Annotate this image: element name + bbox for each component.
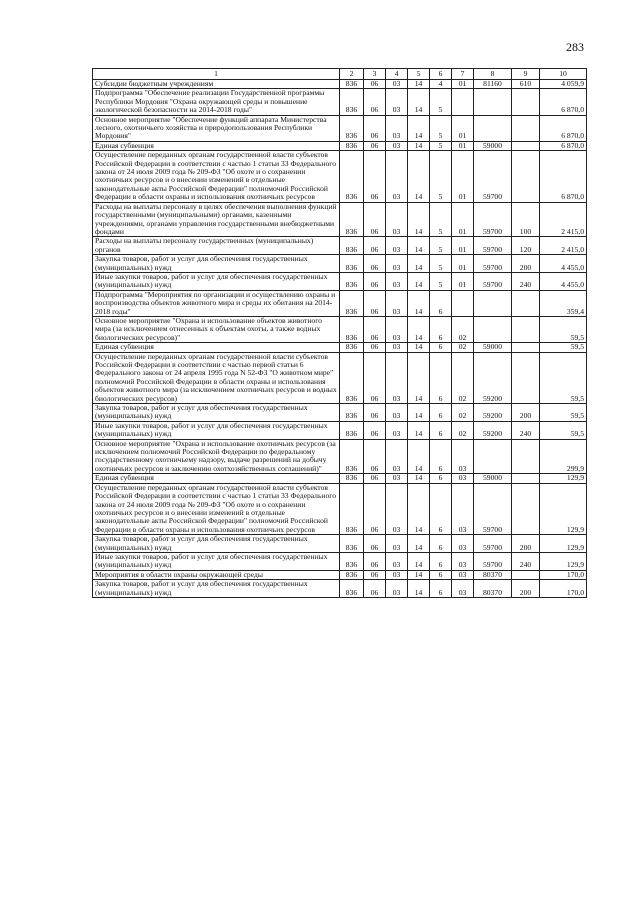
code-sub-cell: 6 (430, 316, 452, 342)
code-dir-cell: 59000 (474, 474, 512, 483)
header-cell: 8 (474, 69, 512, 80)
code-vr-cell: 200 (512, 580, 540, 598)
row-name-cell: Осуществление переданных органам государственной власти субъектов Российской Федерации в соответствии с частью первой статьи 6 Федерального закона от 24 апреля 1995 года N 52-ФЗ "О животном мире" полномочий Российской Федерации в области охраны и использования объектов животного мира (за исключением охотничьих ресурсов и водных биологических ресурсов) (93, 352, 340, 403)
code-prog-cell: 14 (408, 421, 430, 439)
code-gr-cell: 836 (340, 237, 364, 255)
code-dir-cell: 59700 (474, 237, 512, 255)
code-vr-cell (512, 483, 540, 534)
code-sub-cell: 5 (430, 255, 452, 273)
code-prog-cell: 14 (408, 474, 430, 483)
table-row (93, 237, 587, 255)
code-dir-cell: 59700 (474, 202, 512, 237)
amount-cell: 59,5 (540, 404, 587, 422)
row-name-cell: Единая субвенция (93, 343, 340, 352)
amount-cell: 359,4 (540, 290, 587, 316)
code-main-cell: 03 (452, 535, 474, 553)
code-vr-cell (512, 439, 540, 474)
code-dir-cell: 81160 (474, 80, 512, 89)
code-rz-cell: 06 (364, 552, 386, 570)
code-rz-cell: 06 (364, 115, 386, 141)
code-prog-cell: 14 (408, 343, 430, 352)
amount-cell: 129,9 (540, 483, 587, 534)
code-rz-cell: 06 (364, 202, 386, 237)
amount-cell: 6 870,0 (540, 151, 587, 202)
code-dir-cell: 59700 (474, 483, 512, 534)
code-vr-cell (512, 89, 540, 115)
code-dir-cell: 80370 (474, 570, 512, 579)
header-cell: 2 (340, 69, 364, 80)
code-prog-cell: 14 (408, 80, 430, 89)
code-main-cell: 01 (452, 255, 474, 273)
code-sub-cell: 6 (430, 552, 452, 570)
code-rz-cell: 06 (364, 272, 386, 290)
code-gr-cell: 836 (340, 570, 364, 579)
code-pr-cell: 03 (386, 352, 408, 403)
amount-cell: 299,9 (540, 439, 587, 474)
code-gr-cell: 836 (340, 255, 364, 273)
code-dir-cell: 59200 (474, 404, 512, 422)
header-cell: 1 (93, 69, 340, 80)
code-rz-cell: 06 (364, 141, 386, 150)
table-row (93, 343, 587, 352)
row-name-cell: Иные закупки товаров, работ и услуг для обеспечения государственных (муниципальных) нужд (93, 272, 340, 290)
code-vr-cell (512, 115, 540, 141)
code-pr-cell: 03 (386, 316, 408, 342)
code-vr-cell (512, 474, 540, 483)
code-vr-cell: 200 (512, 535, 540, 553)
code-rz-cell: 06 (364, 237, 386, 255)
code-prog-cell: 14 (408, 237, 430, 255)
code-main-cell: 02 (452, 421, 474, 439)
table-row (93, 483, 587, 534)
code-dir-cell: 59700 (474, 552, 512, 570)
table-row (93, 552, 587, 570)
code-prog-cell: 14 (408, 439, 430, 474)
row-name-cell: Основное мероприятие "Охрана и использование объектов животного мира (за исключением отнесенных к объектам охоты, а также водных биологических ресурсов)" (93, 316, 340, 342)
table-row (93, 202, 587, 237)
code-dir-cell: 59200 (474, 352, 512, 403)
code-main-cell: 03 (452, 439, 474, 474)
code-dir-cell (474, 290, 512, 316)
row-name-cell: Закупка товаров, работ и услуг для обеспечения государственных (муниципальных) нужд (93, 255, 340, 273)
amount-cell: 4 059,9 (540, 80, 587, 89)
amount-cell: 6 870,0 (540, 141, 587, 150)
header-cell: 6 (430, 69, 452, 80)
row-name-cell: Закупка товаров, работ и услуг для обеспечения государственных (муниципальных) нужд (93, 580, 340, 598)
code-gr-cell: 836 (340, 535, 364, 553)
code-vr-cell (512, 141, 540, 150)
table-row (93, 255, 587, 273)
code-main-cell: 03 (452, 474, 474, 483)
code-main-cell: 01 (452, 141, 474, 150)
code-main-cell: 01 (452, 80, 474, 89)
code-main-cell (452, 89, 474, 115)
code-prog-cell: 14 (408, 404, 430, 422)
row-name-cell: Подпрограмма "Обеспечение реализации Государственной программы Республики Мордовия "Охрана окружающей среды и повышение экологической безопасности на 2014-2018 годы" (93, 89, 340, 115)
code-gr-cell: 836 (340, 439, 364, 474)
code-dir-cell (474, 89, 512, 115)
table-row (93, 580, 587, 598)
code-pr-cell: 03 (386, 570, 408, 579)
table-row (93, 89, 587, 115)
table-row (93, 421, 587, 439)
code-gr-cell: 836 (340, 151, 364, 202)
header-cell: 4 (386, 69, 408, 80)
code-dir-cell: 59700 (474, 535, 512, 553)
row-name-cell: Подпрограмма "Мероприятия по организации и осуществлению охраны и воспроизводства объектов животного мира и среды их обитания на 2014-2018 годы" (93, 290, 340, 316)
code-vr-cell (512, 343, 540, 352)
row-name-cell: Субсидии бюджетным учреждениям (93, 80, 340, 89)
amount-cell: 129,9 (540, 535, 587, 553)
code-rz-cell: 06 (364, 89, 386, 115)
code-sub-cell: 4 (430, 80, 452, 89)
table-row (93, 404, 587, 422)
code-main-cell: 02 (452, 343, 474, 352)
code-sub-cell: 5 (430, 272, 452, 290)
code-gr-cell: 836 (340, 352, 364, 403)
code-vr-cell (512, 151, 540, 202)
code-pr-cell: 03 (386, 552, 408, 570)
table-row (93, 535, 587, 553)
code-sub-cell: 5 (430, 202, 452, 237)
code-rz-cell: 06 (364, 343, 386, 352)
code-dir-cell: 59200 (474, 421, 512, 439)
code-prog-cell: 14 (408, 483, 430, 534)
table-row (93, 352, 587, 403)
code-pr-cell: 03 (386, 474, 408, 483)
code-prog-cell: 14 (408, 290, 430, 316)
code-gr-cell: 836 (340, 483, 364, 534)
code-prog-cell: 14 (408, 115, 430, 141)
code-dir-cell: 59700 (474, 272, 512, 290)
code-gr-cell: 836 (340, 316, 364, 342)
code-prog-cell: 14 (408, 352, 430, 403)
code-pr-cell: 03 (386, 115, 408, 141)
code-pr-cell: 03 (386, 343, 408, 352)
budget-table (92, 68, 587, 598)
row-name-cell: Осуществление переданных органам государственной власти субъектов Российской Федерации в соответствии с частью 1 статьи 33 Федерального закона от 24 июля 2009 года № 209-ФЗ "Об охоте и о сохранении охотничьих ресурсов и о внесении изменений в отдельные законодательные акты Российской Федерации" полномочий Российской Федерации в области охраны и использования охотничьих ресурсов (93, 151, 340, 202)
code-vr-cell (512, 316, 540, 342)
code-vr-cell: 100 (512, 202, 540, 237)
page-number: 283 (566, 40, 584, 54)
code-gr-cell: 836 (340, 89, 364, 115)
code-prog-cell: 14 (408, 151, 430, 202)
table-row (93, 474, 587, 483)
amount-cell: 170,0 (540, 570, 587, 579)
code-vr-cell (512, 290, 540, 316)
code-vr-cell: 240 (512, 272, 540, 290)
code-rz-cell: 06 (364, 404, 386, 422)
code-gr-cell: 836 (340, 115, 364, 141)
code-sub-cell: 6 (430, 483, 452, 534)
code-sub-cell: 6 (430, 343, 452, 352)
amount-cell: 59,5 (540, 316, 587, 342)
code-main-cell: 01 (452, 237, 474, 255)
amount-cell: 59,5 (540, 421, 587, 439)
row-name-cell: Основное мероприятие "Обеспечение функций аппарата Министерства лесного, охотничьего хозяйства и природопользования Республики Мордовия" (93, 115, 340, 141)
code-main-cell: 03 (452, 580, 474, 598)
code-main-cell: 03 (452, 483, 474, 534)
code-vr-cell: 200 (512, 255, 540, 273)
code-pr-cell: 03 (386, 141, 408, 150)
code-rz-cell: 06 (364, 474, 386, 483)
code-pr-cell: 03 (386, 483, 408, 534)
row-name-cell: Осуществление переданных органам государственной власти субъектов Российской Федерации в соответствии с частью 1 статьи 33 Федерального закона от 24 июля 2009 года № 209-ФЗ "Об охоте и о сохранении охотничьих ресурсов и о внесении изменений в отдельные законодательные акты Российской Федерации" полномочий Российской Федерации в области охраны и использования охотничьих ресурсов (93, 483, 340, 534)
code-rz-cell: 06 (364, 421, 386, 439)
code-pr-cell: 03 (386, 290, 408, 316)
code-gr-cell: 836 (340, 202, 364, 237)
code-main-cell: 03 (452, 552, 474, 570)
amount-cell: 4 455,0 (540, 272, 587, 290)
code-prog-cell: 14 (408, 255, 430, 273)
header-cell: 5 (408, 69, 430, 80)
table-row (93, 115, 587, 141)
code-rz-cell: 06 (364, 352, 386, 403)
code-pr-cell: 03 (386, 580, 408, 598)
code-gr-cell: 836 (340, 141, 364, 150)
code-sub-cell: 5 (430, 89, 452, 115)
amount-cell: 4 455,0 (540, 255, 587, 273)
code-rz-cell: 06 (364, 439, 386, 474)
code-gr-cell: 836 (340, 343, 364, 352)
table-row (93, 80, 587, 89)
code-prog-cell: 14 (408, 535, 430, 553)
code-vr-cell (512, 352, 540, 403)
code-gr-cell: 836 (340, 580, 364, 598)
amount-cell: 59,5 (540, 352, 587, 403)
code-main-cell (452, 290, 474, 316)
amount-cell: 170,0 (540, 580, 587, 598)
code-gr-cell: 836 (340, 80, 364, 89)
table-row (93, 151, 587, 202)
code-dir-cell: 59000 (474, 141, 512, 150)
amount-cell: 6 870,0 (540, 89, 587, 115)
table-header-row (93, 69, 587, 80)
code-prog-cell: 14 (408, 580, 430, 598)
code-main-cell: 02 (452, 404, 474, 422)
code-rz-cell: 06 (364, 255, 386, 273)
code-rz-cell: 06 (364, 535, 386, 553)
code-sub-cell: 6 (430, 352, 452, 403)
code-rz-cell: 06 (364, 290, 386, 316)
code-rz-cell: 06 (364, 151, 386, 202)
code-gr-cell: 836 (340, 552, 364, 570)
code-sub-cell: 6 (430, 535, 452, 553)
row-name-cell: Мероприятия в области охраны окружающей среды (93, 570, 340, 579)
amount-cell: 129,9 (540, 474, 587, 483)
code-pr-cell: 03 (386, 89, 408, 115)
row-name-cell: Закупка товаров, работ и услуг для обеспечения государственных (муниципальных) нужд (93, 535, 340, 553)
code-prog-cell: 14 (408, 552, 430, 570)
code-pr-cell: 03 (386, 80, 408, 89)
code-sub-cell: 6 (430, 404, 452, 422)
amount-cell: 2 415,0 (540, 202, 587, 237)
row-name-cell: Закупка товаров, работ и услуг для обеспечения государственных (муниципальных) нужд (93, 404, 340, 422)
row-name-cell: Основное мероприятие "Охрана и использование охотничьих ресурсов (за исключением полномочий Российской Федерации по федеральному государственному охотничьему надзору, выдаче разрешений на добычу охотничьих ресурсов и заключению охотхозяйственных соглашений)" (93, 439, 340, 474)
row-name-cell: Единая субвенция (93, 141, 340, 150)
code-main-cell: 02 (452, 316, 474, 342)
table-row (93, 141, 587, 150)
header-cell: 9 (512, 69, 540, 80)
code-dir-cell (474, 316, 512, 342)
code-sub-cell: 6 (430, 580, 452, 598)
code-dir-cell: 59000 (474, 343, 512, 352)
code-dir-cell (474, 115, 512, 141)
code-dir-cell (474, 439, 512, 474)
code-vr-cell: 610 (512, 80, 540, 89)
row-name-cell: Иные закупки товаров, работ и услуг для обеспечения государственных (муниципальных) нужд (93, 421, 340, 439)
code-vr-cell: 240 (512, 421, 540, 439)
code-pr-cell: 03 (386, 202, 408, 237)
code-dir-cell: 80370 (474, 580, 512, 598)
code-dir-cell: 59700 (474, 151, 512, 202)
amount-cell: 6 870,0 (540, 115, 587, 141)
code-sub-cell: 5 (430, 151, 452, 202)
code-sub-cell: 6 (430, 474, 452, 483)
header-cell: 7 (452, 69, 474, 80)
amount-cell: 59,5 (540, 343, 587, 352)
row-name-cell: Единая субвенция (93, 474, 340, 483)
code-rz-cell: 06 (364, 316, 386, 342)
code-pr-cell: 03 (386, 421, 408, 439)
row-name-cell: Расходы на выплаты персоналу в целях обеспечения выполнения функций государственными (муниципальными) органами, казенными учреждениями, органами управления государственными внебюджетными фондами (93, 202, 340, 237)
code-pr-cell: 03 (386, 535, 408, 553)
code-main-cell: 01 (452, 202, 474, 237)
code-pr-cell: 03 (386, 255, 408, 273)
code-vr-cell: 240 (512, 552, 540, 570)
amount-cell: 2 415,0 (540, 237, 587, 255)
code-prog-cell: 14 (408, 570, 430, 579)
row-name-cell: Иные закупки товаров, работ и услуг для обеспечения государственных (муниципальных) нужд (93, 552, 340, 570)
code-pr-cell: 03 (386, 404, 408, 422)
code-sub-cell: 6 (430, 570, 452, 579)
code-sub-cell: 6 (430, 421, 452, 439)
code-rz-cell: 06 (364, 483, 386, 534)
code-gr-cell: 836 (340, 404, 364, 422)
row-name-cell: Расходы на выплаты персоналу государственных (муниципальных) органов (93, 237, 340, 255)
code-vr-cell: 120 (512, 237, 540, 255)
table-row (93, 570, 587, 579)
code-prog-cell: 14 (408, 89, 430, 115)
code-sub-cell: 5 (430, 115, 452, 141)
table-row (93, 290, 587, 316)
code-vr-cell (512, 570, 540, 579)
code-prog-cell: 14 (408, 202, 430, 237)
code-sub-cell: 5 (430, 141, 452, 150)
code-main-cell: 01 (452, 115, 474, 141)
table-row (93, 439, 587, 474)
code-gr-cell: 836 (340, 272, 364, 290)
code-main-cell: 02 (452, 352, 474, 403)
header-cell: 3 (364, 69, 386, 80)
code-pr-cell: 03 (386, 237, 408, 255)
code-sub-cell: 5 (430, 237, 452, 255)
code-vr-cell: 200 (512, 404, 540, 422)
code-gr-cell: 836 (340, 290, 364, 316)
code-sub-cell: 6 (430, 290, 452, 316)
code-prog-cell: 14 (408, 272, 430, 290)
code-rz-cell: 06 (364, 570, 386, 579)
code-main-cell: 03 (452, 570, 474, 579)
code-pr-cell: 03 (386, 439, 408, 474)
code-rz-cell: 06 (364, 80, 386, 89)
code-sub-cell: 6 (430, 439, 452, 474)
code-dir-cell: 59700 (474, 255, 512, 273)
code-pr-cell: 03 (386, 272, 408, 290)
code-gr-cell: 836 (340, 474, 364, 483)
table-row (93, 272, 587, 290)
code-pr-cell: 03 (386, 151, 408, 202)
code-rz-cell: 06 (364, 580, 386, 598)
code-main-cell: 01 (452, 151, 474, 202)
code-prog-cell: 14 (408, 141, 430, 150)
code-gr-cell: 836 (340, 421, 364, 439)
code-main-cell: 01 (452, 272, 474, 290)
header-cell: 10 (540, 69, 587, 80)
table-row (93, 316, 587, 342)
amount-cell: 129,9 (540, 552, 587, 570)
code-prog-cell: 14 (408, 316, 430, 342)
